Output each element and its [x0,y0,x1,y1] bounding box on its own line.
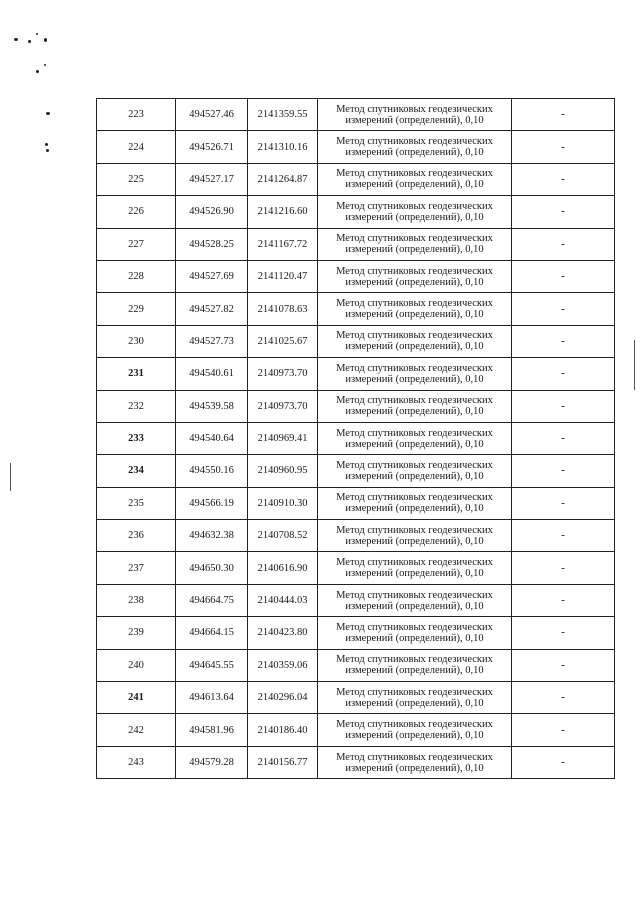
determination-method: Метод спутниковых геодезических измерений (определений), 0,10 [318,617,512,649]
description-mark: - [512,358,615,390]
description-mark: - [512,487,615,519]
coordinate-y: 2140186.40 [248,714,318,746]
determination-method: Метод спутниковых геодезических измерений (определений), 0,10 [318,163,512,195]
table-row [97,358,615,390]
point-number: 239 [97,617,176,649]
scan-speck [45,143,48,146]
scan-speck [28,40,31,43]
description-mark: - [512,163,615,195]
coordinates-table [96,98,615,779]
scan-speck [46,149,49,152]
table-row [97,325,615,357]
table-row [97,584,615,616]
point-number: 236 [97,520,176,552]
description-mark: - [512,552,615,584]
table-row [97,520,615,552]
coordinate-x: 494526.90 [176,196,248,228]
table-row [97,552,615,584]
coordinate-x: 494664.15 [176,617,248,649]
determination-method: Метод спутниковых геодезических измерений (определений), 0,10 [318,390,512,422]
point-number: 240 [97,649,176,681]
coordinate-x: 494645.55 [176,649,248,681]
coordinate-y: 2140910.30 [248,487,318,519]
table-row [97,682,615,714]
coordinate-x: 494540.64 [176,422,248,454]
table-row [97,714,615,746]
description-mark: - [512,99,615,131]
point-number: 231 [97,358,176,390]
determination-method: Метод спутниковых геодезических измерений (определений), 0,10 [318,293,512,325]
coordinate-y: 2140296.04 [248,682,318,714]
coordinate-y: 2141167.72 [248,228,318,260]
description-mark: - [512,422,615,454]
determination-method: Метод спутниковых геодезических измерений (определений), 0,10 [318,422,512,454]
determination-method: Метод спутниковых геодезических измерений (определений), 0,10 [318,260,512,292]
table-row [97,617,615,649]
point-number: 230 [97,325,176,357]
coordinate-y: 2141310.16 [248,131,318,163]
description-mark: - [512,455,615,487]
description-mark: - [512,617,615,649]
description-mark: - [512,228,615,260]
point-number: 235 [97,487,176,519]
scan-edge-line [634,340,635,390]
table-row [97,746,615,778]
coordinate-x: 494527.17 [176,163,248,195]
coordinate-y: 2141264.87 [248,163,318,195]
table-row [97,196,615,228]
coordinate-x: 494550.16 [176,455,248,487]
table-row [97,131,615,163]
description-mark: - [512,390,615,422]
coordinate-y: 2140973.70 [248,358,318,390]
coordinate-x: 494528.25 [176,228,248,260]
coordinate-x: 494540.61 [176,358,248,390]
determination-method: Метод спутниковых геодезических измерений (определений), 0,10 [318,584,512,616]
coordinate-y: 2140359.06 [248,649,318,681]
coordinates-table-body [97,99,615,779]
coordinate-x: 494632.38 [176,520,248,552]
table-row [97,649,615,681]
determination-method: Метод спутниковых геодезических измерений (определений), 0,10 [318,99,512,131]
determination-method: Метод спутниковых геодезических измерений (определений), 0,10 [318,552,512,584]
coordinate-y: 2140616.90 [248,552,318,584]
point-number: 224 [97,131,176,163]
description-mark: - [512,325,615,357]
coordinate-x: 494581.96 [176,714,248,746]
coordinate-y: 2140156.77 [248,746,318,778]
determination-method: Метод спутниковых геодезических измерений (определений), 0,10 [318,358,512,390]
coordinate-y: 2140969.41 [248,422,318,454]
description-mark: - [512,196,615,228]
table-row [97,293,615,325]
determination-method: Метод спутниковых геодезических измерений (определений), 0,10 [318,196,512,228]
determination-method: Метод спутниковых геодезических измерений (определений), 0,10 [318,325,512,357]
coordinate-y: 2141216.60 [248,196,318,228]
coordinate-y: 2140973.70 [248,390,318,422]
scan-speck [14,38,18,41]
coordinate-x: 494579.28 [176,746,248,778]
coordinate-x: 494527.73 [176,325,248,357]
scan-edge-line [10,463,11,491]
determination-method: Метод спутниковых геодезических измерений (определений), 0,10 [318,131,512,163]
table-row [97,99,615,131]
scan-speck [36,33,38,35]
determination-method: Метод спутниковых геодезических измерений (определений), 0,10 [318,714,512,746]
scan-speck [44,64,46,66]
determination-method: Метод спутниковых геодезических измерений (определений), 0,10 [318,228,512,260]
description-mark: - [512,131,615,163]
description-mark: - [512,584,615,616]
description-mark: - [512,714,615,746]
determination-method: Метод спутниковых геодезических измерений (определений), 0,10 [318,487,512,519]
determination-method: Метод спутниковых геодезических измерений (определений), 0,10 [318,455,512,487]
table-row [97,163,615,195]
determination-method: Метод спутниковых геодезических измерений (определений), 0,10 [318,520,512,552]
coordinate-y: 2140708.52 [248,520,318,552]
coordinate-y: 2141025.67 [248,325,318,357]
table-row [97,260,615,292]
point-number: 242 [97,714,176,746]
coordinate-y: 2141078.63 [248,293,318,325]
point-number: 225 [97,163,176,195]
coordinate-x: 494664.75 [176,584,248,616]
point-number: 241 [97,682,176,714]
point-number: 238 [97,584,176,616]
coordinate-x: 494613.64 [176,682,248,714]
coordinate-x: 494527.82 [176,293,248,325]
description-mark: - [512,293,615,325]
point-number: 233 [97,422,176,454]
coordinate-y: 2141120.47 [248,260,318,292]
coordinate-x: 494527.69 [176,260,248,292]
table-row [97,422,615,454]
point-number: 234 [97,455,176,487]
description-mark: - [512,520,615,552]
scan-speck [44,38,47,42]
point-number: 223 [97,99,176,131]
point-number: 237 [97,552,176,584]
scan-speck [36,70,39,73]
table-row [97,487,615,519]
coordinate-y: 2140444.03 [248,584,318,616]
point-number: 228 [97,260,176,292]
point-number: 232 [97,390,176,422]
table-row [97,455,615,487]
coordinate-y: 2140960.95 [248,455,318,487]
coordinate-y: 2140423.80 [248,617,318,649]
coordinate-x: 494650.30 [176,552,248,584]
coordinate-x: 494527.46 [176,99,248,131]
coordinate-x: 494566.19 [176,487,248,519]
description-mark: - [512,682,615,714]
point-number: 243 [97,746,176,778]
coordinate-x: 494526.71 [176,131,248,163]
description-mark: - [512,746,615,778]
point-number: 227 [97,228,176,260]
description-mark: - [512,649,615,681]
scan-speck [46,112,50,115]
point-number: 229 [97,293,176,325]
determination-method: Метод спутниковых геодезических измерений (определений), 0,10 [318,649,512,681]
description-mark: - [512,260,615,292]
point-number: 226 [97,196,176,228]
determination-method: Метод спутниковых геодезических измерений (определений), 0,10 [318,746,512,778]
table-row [97,390,615,422]
determination-method: Метод спутниковых геодезических измерений (определений), 0,10 [318,682,512,714]
coordinate-y: 2141359.55 [248,99,318,131]
coordinate-x: 494539.58 [176,390,248,422]
table-row [97,228,615,260]
